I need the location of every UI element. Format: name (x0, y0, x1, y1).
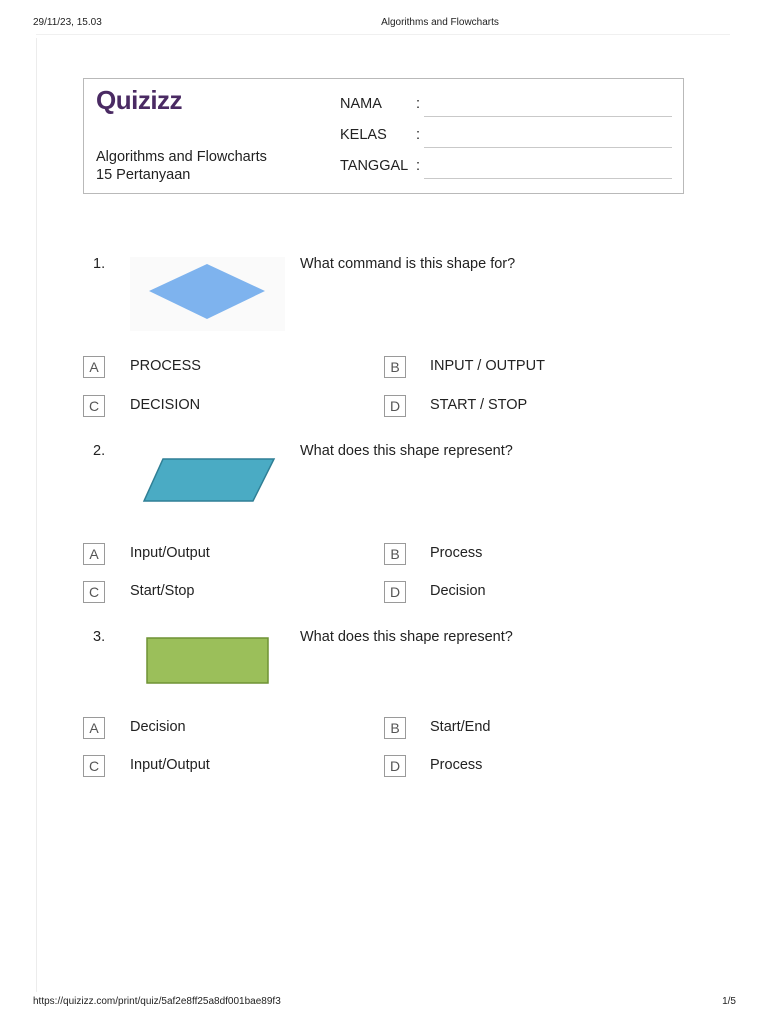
field-line (424, 178, 672, 179)
page-border-left (36, 38, 37, 992)
option-a-text: Input/Output (130, 545, 210, 561)
option-b-box[interactable]: B (384, 356, 406, 378)
option-c-text: Start/Stop (130, 583, 195, 599)
option-c-text: Input/Output (130, 757, 210, 773)
parallelogram-icon (140, 455, 280, 505)
print-url: https://quizizz.com/print/quiz/5af2e8ff25a8df001bae89f3 (33, 996, 281, 1007)
option-c-box[interactable]: C (83, 395, 105, 417)
print-title: Algorithms and Flowcharts (381, 17, 499, 28)
field-colon: : (416, 158, 421, 174)
question-number: 3. (93, 629, 106, 645)
question-number: 1. (93, 256, 106, 272)
page-border-top (36, 34, 730, 35)
field-line (424, 147, 672, 148)
field-kelas (340, 127, 421, 143)
field-label: TANGGAL (340, 158, 409, 174)
option-a-text: Decision (130, 719, 186, 735)
question-text: What does this shape represent? (300, 443, 513, 459)
field-nama (340, 96, 421, 112)
field-tanggal (340, 158, 421, 174)
option-b-box[interactable]: B (384, 717, 406, 739)
field-label: NAMA (340, 96, 382, 112)
question-number: 2. (93, 443, 106, 459)
option-d-text: Process (430, 757, 483, 773)
option-b-box[interactable]: B (384, 543, 406, 565)
option-c-box[interactable]: C (83, 581, 105, 603)
option-a-box[interactable]: A (83, 543, 105, 565)
field-line (424, 116, 672, 117)
option-d-text: START / STOP (430, 397, 528, 413)
option-b-text: Process (430, 545, 483, 561)
quiz-header-box (83, 78, 684, 194)
diamond-icon (130, 257, 285, 331)
field-label: KELAS (340, 127, 387, 143)
field-colon: : (416, 127, 421, 143)
option-d-text: Decision (430, 583, 486, 599)
question-text: What does this shape represent? (300, 629, 513, 645)
quiz-title: Algorithms and Flowcharts (96, 149, 267, 165)
option-c-text: DECISION (130, 397, 201, 413)
question-text: What command is this shape for? (300, 256, 516, 272)
quizizz-logo: Quizizz (96, 85, 183, 115)
print-page-number: 1/5 (722, 996, 736, 1007)
question-count: 15 Pertanyaan (96, 167, 191, 183)
option-d-box[interactable]: D (384, 755, 406, 777)
print-date: 29/11/23, 15.03 (33, 17, 102, 28)
option-a-box[interactable]: A (83, 717, 105, 739)
option-d-box[interactable]: D (384, 395, 406, 417)
rectangle-icon (145, 636, 271, 686)
option-d-box[interactable]: D (384, 581, 406, 603)
option-c-box[interactable]: C (83, 755, 105, 777)
option-b-text: INPUT / OUTPUT (430, 358, 545, 374)
option-a-text: PROCESS (130, 358, 201, 374)
option-b-text: Start/End (430, 719, 491, 735)
option-a-box[interactable]: A (83, 356, 105, 378)
field-colon: : (416, 96, 421, 112)
